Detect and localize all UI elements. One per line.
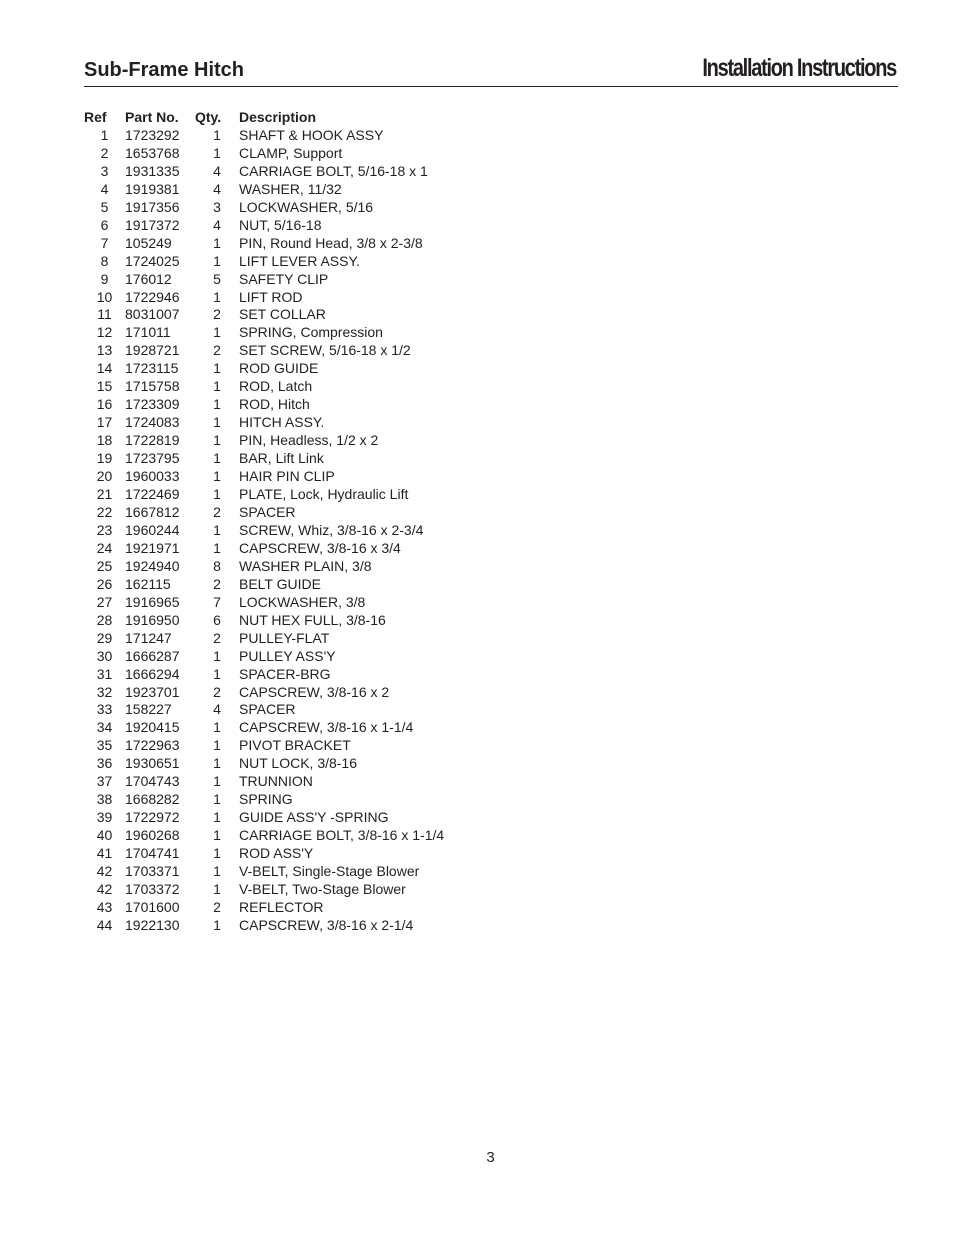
ref-cell: 40 — [96, 827, 113, 844]
description-cell: CARRIAGE BOLT, 5/16-18 x 1 — [239, 162, 428, 179]
table-row — [84, 253, 444, 271]
ref-cell: 34 — [96, 719, 113, 736]
part-number-cell: 1724083 — [125, 414, 180, 431]
qty-cell: 1 — [213, 863, 221, 880]
table-row — [84, 414, 444, 432]
ref-cell: 20 — [96, 468, 113, 485]
qty-cell: 1 — [213, 809, 221, 826]
qty-cell: 3 — [213, 198, 221, 215]
qty-cell: 1 — [213, 755, 221, 772]
ref-cell: 5 — [100, 198, 109, 215]
part-number-cell: 1930651 — [125, 755, 180, 772]
table-row — [84, 468, 444, 486]
qty-cell: 7 — [213, 593, 221, 610]
ref-cell: 4 — [100, 180, 109, 197]
part-number-cell: 1722946 — [125, 288, 180, 305]
ref-cell: 28 — [96, 611, 113, 628]
qty-cell: 1 — [213, 144, 221, 161]
part-number-cell: 1916950 — [125, 611, 180, 628]
table-row — [84, 773, 444, 791]
ref-cell: 36 — [96, 755, 113, 772]
ref-cell: 32 — [96, 683, 113, 700]
part-number-cell: 1722972 — [125, 809, 180, 826]
qty-cell: 1 — [213, 252, 221, 269]
table-row — [84, 163, 444, 181]
ref-cell: 18 — [96, 432, 113, 449]
ref-cell: 41 — [96, 845, 113, 862]
qty-cell: 1 — [213, 288, 221, 305]
table-row — [84, 432, 444, 450]
qty-cell: 1 — [213, 414, 221, 431]
table-row — [84, 145, 444, 163]
description-cell: BAR, Lift Link — [239, 450, 324, 467]
description-cell: CAPSCREW, 3/8-16 x 2-1/4 — [239, 916, 414, 933]
qty-cell: 2 — [213, 342, 221, 359]
qty-cell: 1 — [213, 845, 221, 862]
description-cell: REFLECTOR — [239, 898, 324, 915]
part-number-cell: 171011 — [125, 324, 171, 341]
description-cell: SPACER — [239, 503, 296, 520]
description-cell: LIFT LEVER ASSY. — [239, 252, 360, 269]
part-number-cell: 8031007 — [125, 306, 180, 323]
qty-cell: 1 — [213, 468, 221, 485]
table-row — [84, 666, 444, 684]
description-cell: SHAFT & HOOK ASSY — [239, 126, 384, 143]
table-row — [84, 648, 444, 666]
ref-cell: 37 — [96, 773, 113, 790]
description-cell: SPACER — [239, 701, 296, 718]
part-number-cell: 1653768 — [125, 144, 180, 161]
description-cell: PIN, Headless, 1/2 x 2 — [239, 432, 379, 449]
qty-cell: 2 — [213, 575, 221, 592]
ref-cell: 22 — [96, 503, 113, 520]
part-number-cell: 1921971 — [125, 539, 180, 556]
ref-cell: 31 — [96, 665, 113, 682]
description-cell: NUT LOCK, 3/8-16 — [239, 755, 358, 772]
description-cell: PIN, Round Head, 3/8 x 2-3/8 — [239, 234, 423, 251]
ref-cell: 44 — [96, 916, 113, 933]
description-cell: LOCKWASHER, 5/16 — [239, 198, 374, 215]
description-cell: LIFT ROD — [239, 288, 303, 305]
ref-cell: 23 — [96, 521, 113, 538]
qty-cell: 1 — [213, 432, 221, 449]
part-number-cell: 1960244 — [125, 521, 180, 538]
ref-cell: 15 — [96, 378, 113, 395]
table-row — [84, 217, 444, 235]
description-cell: ROD GUIDE — [239, 360, 319, 377]
table-row — [84, 342, 444, 360]
qty-cell: 2 — [213, 683, 221, 700]
table-row — [84, 576, 444, 594]
parts-list-table — [84, 109, 444, 935]
table-row — [84, 127, 444, 145]
part-number-cell: 1704743 — [125, 773, 180, 790]
part-number-cell: 1916965 — [125, 593, 180, 610]
part-number-cell: 1668282 — [125, 791, 180, 808]
description-cell: PLATE, Lock, Hydraulic Lift — [239, 486, 409, 503]
table-row — [84, 199, 444, 217]
table-row — [84, 396, 444, 414]
ref-cell: 33 — [96, 701, 113, 718]
qty-cell: 2 — [213, 898, 221, 915]
ref-cell: 1 — [100, 126, 109, 143]
part-number-cell: 1960033 — [125, 468, 180, 485]
description-cell: HITCH ASSY. — [239, 414, 325, 431]
qty-cell: 1 — [213, 234, 221, 251]
ref-cell: 38 — [96, 791, 113, 808]
qty-cell: 2 — [213, 629, 221, 646]
qty-cell: 1 — [213, 450, 221, 467]
ref-cell: 14 — [96, 360, 113, 377]
qty-cell: 4 — [213, 180, 221, 197]
description-cell: PULLEY-FLAT — [239, 629, 330, 646]
description-cell: NUT, 5/16-18 — [239, 216, 322, 233]
table-row — [84, 755, 444, 773]
part-number-cell: 176012 — [125, 270, 172, 287]
qty-cell: 1 — [213, 647, 221, 664]
part-number-cell: 1919381 — [125, 180, 180, 197]
description-cell: SCREW, Whiz, 3/8-16 x 2-3/4 — [239, 521, 424, 538]
description-cell: PULLEY ASS'Y — [239, 647, 336, 664]
table-row — [84, 504, 444, 522]
column-header-ref: Ref — [84, 109, 107, 125]
table-row — [84, 324, 444, 342]
ref-cell: 6 — [100, 216, 109, 233]
part-number-cell: 1931335 — [125, 162, 180, 179]
qty-cell: 1 — [213, 773, 221, 790]
description-cell: GUIDE ASS'Y -SPRING — [239, 809, 389, 826]
part-number-cell: 1723292 — [125, 126, 180, 143]
part-number-cell: 1917356 — [125, 198, 180, 215]
qty-cell: 1 — [213, 791, 221, 808]
qty-cell: 1 — [213, 665, 221, 682]
ref-cell: 13 — [96, 342, 113, 359]
ref-cell: 9 — [100, 270, 109, 287]
qty-cell: 1 — [213, 378, 221, 395]
table-row — [84, 863, 444, 881]
description-cell: NUT HEX FULL, 3/8-16 — [239, 611, 386, 628]
table-row — [84, 612, 444, 630]
qty-cell: 1 — [213, 126, 221, 143]
description-cell: CLAMP, Support — [239, 144, 343, 161]
qty-cell: 6 — [213, 611, 221, 628]
table-row — [84, 917, 444, 935]
part-number-cell: 105249 — [125, 234, 172, 251]
ref-cell: 25 — [96, 557, 113, 574]
ref-cell: 43 — [96, 898, 113, 915]
part-number-cell: 1723115 — [125, 360, 179, 377]
qty-cell: 1 — [213, 539, 221, 556]
description-cell: CARRIAGE BOLT, 3/8-16 x 1-1/4 — [239, 827, 445, 844]
column-header-part-no: Part No. — [125, 109, 179, 125]
table-row — [84, 791, 444, 809]
ref-cell: 11 — [97, 306, 112, 323]
table-row — [84, 289, 444, 307]
table-row — [84, 522, 444, 540]
part-number-cell: 1703372 — [125, 880, 180, 897]
qty-cell: 4 — [213, 701, 221, 718]
description-cell: SET COLLAR — [239, 306, 326, 323]
page-header — [84, 50, 898, 87]
part-number-cell: 171247 — [125, 629, 172, 646]
description-cell: WASHER PLAIN, 3/8 — [239, 557, 372, 574]
qty-cell: 2 — [213, 503, 221, 520]
description-cell: V-BELT, Single-Stage Blower — [239, 863, 420, 880]
qty-cell: 4 — [213, 162, 221, 179]
description-cell: ROD, Hitch — [239, 396, 310, 413]
parts-table-body — [84, 127, 444, 935]
description-cell: PIVOT BRACKET — [239, 737, 351, 754]
qty-cell: 1 — [213, 719, 221, 736]
part-number-cell: 1704741 — [125, 845, 180, 862]
ref-cell: 17 — [96, 414, 113, 431]
ref-cell: 26 — [96, 575, 113, 592]
ref-cell: 7 — [100, 234, 109, 251]
description-cell: CAPSCREW, 3/8-16 x 3/4 — [239, 539, 401, 556]
ref-cell: 30 — [96, 647, 113, 664]
page-number: 3 — [486, 1149, 495, 1166]
qty-cell: 1 — [213, 880, 221, 897]
table-row — [84, 306, 444, 324]
part-number-cell: 1701600 — [125, 898, 180, 915]
qty-cell: 8 — [213, 557, 221, 574]
part-number-cell: 1928721 — [125, 342, 180, 359]
part-number-cell: 1960268 — [125, 827, 180, 844]
qty-cell: 1 — [213, 324, 221, 341]
table-row — [84, 881, 444, 899]
ref-cell: 16 — [96, 396, 113, 413]
description-cell: SET SCREW, 5/16-18 x 1/2 — [239, 342, 411, 359]
table-row — [84, 701, 444, 719]
part-number-cell: 1922130 — [125, 916, 180, 933]
description-cell: CAPSCREW, 3/8-16 x 1-1/4 — [239, 719, 414, 736]
ref-cell: 35 — [96, 737, 113, 754]
qty-cell: 4 — [213, 216, 221, 233]
ref-cell: 42 — [96, 863, 113, 880]
description-cell: CAPSCREW, 3/8-16 x 2 — [239, 683, 390, 700]
section-title: Sub-Frame Hitch — [84, 59, 245, 81]
description-cell: V-BELT, Two-Stage Blower — [239, 880, 406, 897]
ref-cell: 42 — [96, 880, 113, 897]
qty-cell: 1 — [213, 737, 221, 754]
column-header-qty: Qty. — [195, 109, 222, 125]
qty-cell: 1 — [213, 396, 221, 413]
description-cell: ROD ASS'Y — [239, 845, 314, 862]
part-number-cell: 1924940 — [125, 557, 180, 574]
part-number-cell: 1666294 — [125, 665, 180, 682]
ref-cell: 3 — [100, 162, 109, 179]
part-number-cell: 1722963 — [125, 737, 180, 754]
description-cell: ROD, Latch — [239, 378, 313, 395]
column-header-description: Description — [239, 109, 317, 125]
qty-cell: 1 — [213, 486, 221, 503]
table-row — [84, 809, 444, 827]
part-number-cell: 158227 — [125, 701, 172, 718]
part-number-cell: 1722469 — [125, 486, 180, 503]
ref-cell: 39 — [96, 809, 113, 826]
ref-cell: 19 — [96, 450, 113, 467]
ref-cell: 21 — [96, 486, 113, 503]
table-row — [84, 719, 444, 737]
part-number-cell: 1703371 — [125, 863, 180, 880]
ref-cell: 2 — [100, 144, 109, 161]
part-number-cell: 1723795 — [125, 450, 180, 467]
description-cell: SPACER-BRG — [239, 665, 331, 682]
table-row — [84, 737, 444, 755]
part-number-cell: 1667812 — [125, 503, 180, 520]
table-row — [84, 540, 444, 558]
qty-cell: 1 — [213, 360, 221, 377]
description-cell: LOCKWASHER, 3/8 — [239, 593, 366, 610]
table-row — [84, 684, 444, 702]
part-number-cell: 1917372 — [125, 216, 180, 233]
part-number-cell: 1666287 — [125, 647, 180, 664]
description-cell: WASHER, 11/32 — [239, 180, 342, 197]
table-row — [84, 630, 444, 648]
part-number-cell: 1923701 — [125, 683, 180, 700]
ref-cell: 12 — [96, 324, 113, 341]
header-row — [84, 109, 444, 127]
table-row — [84, 450, 444, 468]
table-row — [84, 899, 444, 917]
table-row — [84, 845, 444, 863]
description-cell: SAFETY CLIP — [239, 270, 329, 287]
ref-cell: 27 — [96, 593, 113, 610]
part-number-cell: 1715758 — [125, 378, 180, 395]
table-row — [84, 486, 444, 504]
part-number-cell: 1724025 — [125, 252, 180, 269]
ref-cell: 10 — [96, 288, 113, 305]
ref-cell: 8 — [100, 252, 109, 269]
qty-cell: 1 — [213, 521, 221, 538]
description-cell: TRUNNION — [239, 773, 313, 790]
description-cell: SPRING, Compression — [239, 324, 383, 341]
table-row — [84, 235, 444, 253]
qty-cell: 1 — [213, 827, 221, 844]
qty-cell: 1 — [213, 916, 221, 933]
qty-cell: 5 — [213, 270, 221, 287]
description-cell: HAIR PIN CLIP — [239, 468, 335, 485]
ref-cell: 24 — [96, 539, 113, 556]
description-cell: SPRING — [239, 791, 293, 808]
part-number-cell: 1920415 — [125, 719, 180, 736]
qty-cell: 2 — [213, 306, 221, 323]
part-number-cell: 1722819 — [125, 432, 180, 449]
table-row — [84, 181, 444, 199]
table-row — [84, 558, 444, 576]
ref-cell: 29 — [96, 629, 113, 646]
table-row — [84, 594, 444, 612]
parts-table-header — [84, 109, 444, 127]
table-row — [84, 827, 444, 845]
part-number-cell: 162115 — [125, 575, 171, 592]
part-number-cell: 1723309 — [125, 396, 180, 413]
table-row — [84, 378, 444, 396]
description-cell: BELT GUIDE — [239, 575, 321, 592]
document-title: Installation Instructions — [702, 54, 896, 82]
table-row — [84, 360, 444, 378]
table-row — [84, 271, 444, 289]
